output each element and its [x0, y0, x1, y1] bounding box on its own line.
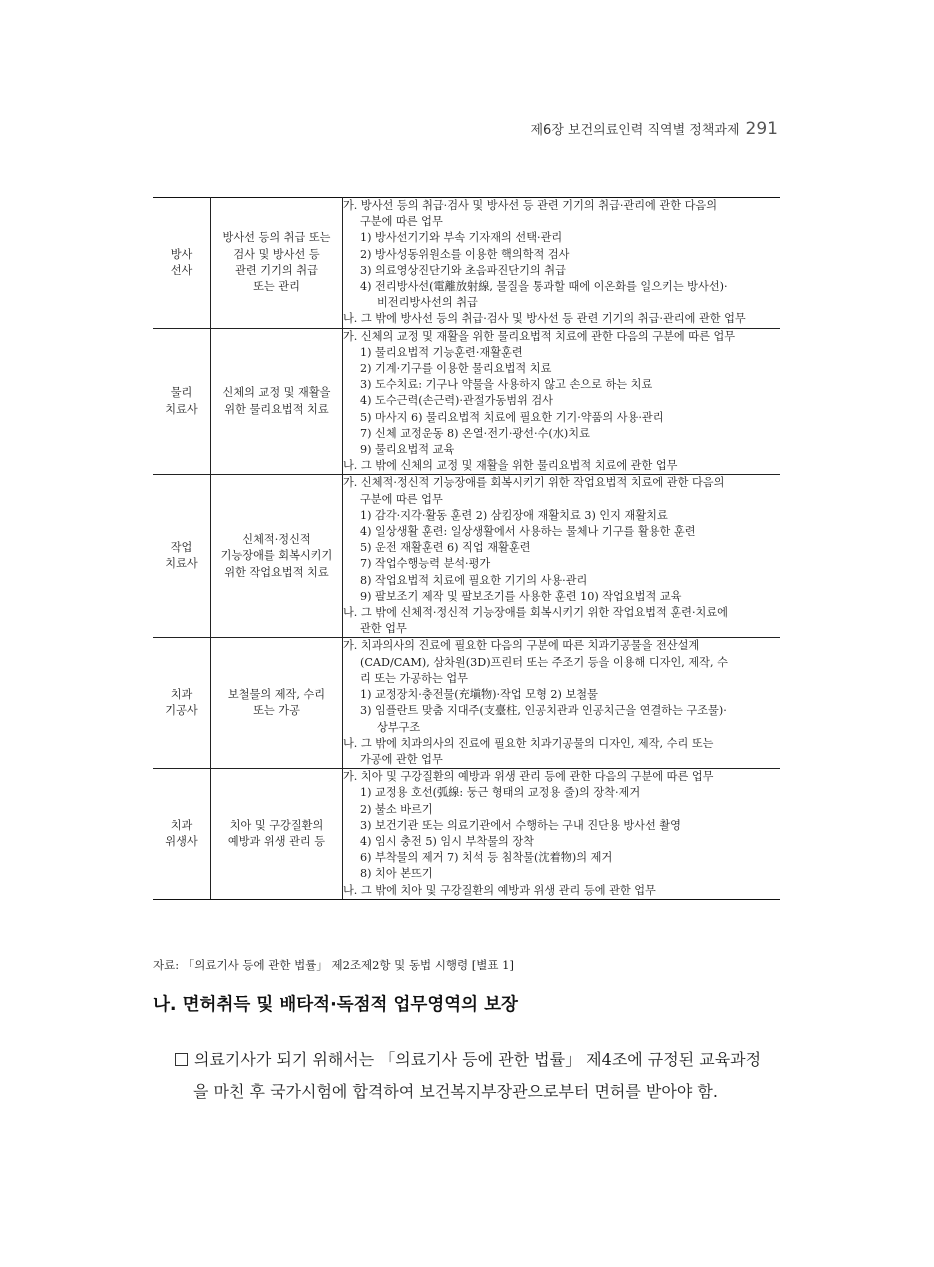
duty-line: 나. 그 밖에 신체적·정신적 기능장애를 회복시키기 위한 작업요법적 훈련·치료에: [343, 606, 728, 620]
duty-line: 4) 전리방사선(電離放射線, 물질을 통과할 때에 이온화를 일으키는 방사선)·: [360, 280, 728, 294]
duty-line: 리 또는 가공하는 업무: [360, 671, 468, 685]
duty-line: (CAD/CAM), 삼차원(3D)프린터 또는 주조기 등을 이용해 디자인, 제작, 수: [360, 655, 728, 669]
page-header: [531, 119, 779, 139]
duties-cell: [343, 769, 781, 900]
table-row: [153, 638, 780, 769]
duty-line: 가공에 관한 업무: [360, 752, 443, 766]
duty-line: 1) 감각·지각·활동 훈련 2) 삼킴장애 재활치료 3) 인지 재활치료: [360, 508, 668, 522]
page-number: 291: [745, 119, 778, 139]
scope-cell: [211, 638, 343, 769]
duty-line: 가. 방사선 등의 취급·검사 및 방사선 등 관련 기기의 취급·관리에 관한 다음의: [343, 199, 718, 212]
scope-text: 위한 물리요법적 치료: [224, 402, 329, 416]
duty-line: 구분에 따른 업무: [360, 492, 443, 506]
scope-text: 신체적·정신적: [242, 533, 311, 547]
duty-table: [153, 197, 780, 900]
paragraph-text-1: 의료기사가 되기 위해서는 「의료기사 등에 관한 법률」 제4조에 규정된 교육과정: [194, 1050, 762, 1069]
profession-name: 선사: [170, 263, 193, 277]
duty-line: 나. 그 밖에 신체의 교정 및 재활을 위한 물리요법적 치료에 관한 업무: [343, 459, 678, 473]
table-row: [153, 328, 780, 475]
table-row: [153, 475, 780, 638]
duty-line: 2) 불소 바르기: [360, 802, 433, 816]
scope-text: 예방과 위생 관리 등: [227, 834, 326, 848]
scope-text: 또는 관리: [253, 280, 300, 294]
duty-line: 관한 업무: [360, 622, 407, 636]
duty-line: 9) 물리요법적 교육: [360, 443, 455, 457]
table-row: [153, 769, 780, 900]
scope-text: 신체의 교정 및 재활을: [222, 386, 331, 400]
paragraph-line-1: [175, 1044, 795, 1076]
table-row: [153, 198, 780, 329]
duty-line: 4) 도수근력(손근력)·관절가동범위 검사: [360, 394, 553, 408]
profession-name: 방사: [170, 247, 193, 261]
profession-cell: [153, 198, 211, 329]
duty-line: 7) 신체 교정운동 8) 온열·전기·광선·수(水)치료: [360, 426, 590, 440]
chapter-title: 제6장 보건의료인력 직역별 정책과제: [530, 123, 740, 138]
profession-cell: [153, 328, 211, 475]
scope-cell: [211, 475, 343, 638]
duty-line: 1) 물리요법적 기능훈련·재활훈련: [360, 345, 523, 359]
scope-text: 방사선 등의 취급 또는: [222, 231, 331, 245]
duty-line: 가. 치과의사의 진료에 필요한 다음의 구분에 따른 치과기공물을 전산설계: [343, 639, 700, 653]
duty-line: 8) 작업요법적 치료에 필요한 기기의 사용·관리: [360, 573, 588, 587]
duty-line: 1) 교정용 호선(弧線: 둥근 형태의 교정용 줄)의 장착·제거: [360, 786, 641, 800]
scope-text: 위한 작업요법적 치료: [224, 565, 329, 579]
duty-line: 7) 작업수행능력 분석·평가: [360, 557, 491, 571]
profession-name: 치료사: [165, 402, 198, 416]
profession-cell: [153, 638, 211, 769]
scope-text: 보철물의 제작, 수리: [227, 688, 326, 702]
body-paragraph: [175, 1044, 795, 1108]
duty-line: 5) 운전 재활훈련 6) 직업 재활훈련: [360, 541, 531, 555]
duty-line: 9) 팔보조기 제작 및 팔보조기를 사용한 훈련 10) 작업요법적 교육: [360, 589, 682, 603]
scope-text: 또는 가공: [253, 704, 300, 718]
duty-line: 2) 방사성동위원소를 이용한 핵의학적 검사: [360, 247, 570, 261]
square-bullet-icon: [175, 1053, 188, 1066]
duty-line: 2) 기계·기구를 이용한 물리요법적 치료: [360, 362, 552, 376]
profession-name: 작업: [170, 541, 193, 555]
duty-line: 3) 의료영상진단기와 초음파진단기의 취급: [360, 263, 566, 277]
duty-line: 5) 마사지 6) 물리요법적 치료에 필요한 기기·약품의 사용·관리: [360, 410, 664, 424]
section-heading: 나. 면허취득 및 배타적·독점적 업무영역의 보장: [153, 995, 518, 1015]
duty-line: 가. 치아 및 구강질환의 예방과 위생 관리 등에 관한 다음의 구분에 따른 업무: [343, 770, 714, 784]
duty-line: 4) 임시 충전 5) 임시 부착물의 장착: [360, 834, 534, 848]
profession-cell: [153, 769, 211, 900]
duties-cell: [343, 198, 781, 329]
profession-cell: [153, 475, 211, 638]
duty-line: 4) 일상생활 훈련: 일상생활에서 사용하는 물체나 기구를 활용한 훈련: [360, 525, 696, 539]
duty-line: 3) 보건기관 또는 의료기관에서 수행하는 구내 진단용 방사선 촬영: [360, 818, 681, 832]
duty-line: 나. 그 밖에 방사선 등의 취급·검사 및 방사선 등 관련 기기의 취급·관리에 관한 업무: [343, 312, 746, 326]
duty-line: 가. 신체적·정신적 기능장애를 회복시키기 위한 작업요법적 치료에 관한 다음의: [343, 476, 725, 490]
duty-line: 구분에 따른 업무: [360, 215, 443, 229]
scope-text: 치아 및 구강질환의: [229, 818, 324, 832]
duty-line: 8) 치아 본뜨기: [360, 867, 433, 881]
duty-line: 나. 그 밖에 치아 및 구강질환의 예방과 위생 관리 등에 관한 업무: [343, 883, 656, 897]
duty-line: 1) 교정장치·충전물(充塡物)·작업 모형 2) 보철물: [360, 688, 598, 702]
scope-text: 관련 기기의 취급: [235, 263, 318, 277]
scope-cell: [211, 198, 343, 329]
duty-line: 3) 도수치료: 기구나 약물을 사용하지 않고 손으로 하는 치료: [360, 378, 653, 392]
scope-cell: [211, 769, 343, 900]
profession-name: 기공사: [165, 704, 198, 718]
profession-name: 위생사: [165, 834, 198, 848]
duty-line: 6) 부착물의 제거 7) 치석 등 침착물(沈着物)의 제거: [360, 851, 613, 865]
profession-name: 치과: [170, 818, 193, 832]
source-note: 자료: 「의료기사 등에 관한 법률」 제2조제2항 및 동법 시행령 [별표 1]: [153, 958, 514, 972]
duty-line: 나. 그 밖에 치과의사의 진료에 필요한 치과기공물의 디자인, 제작, 수리 또는: [343, 736, 714, 750]
duty-line: 1) 방사선기기와 부속 기자재의 선택·관리: [360, 231, 563, 245]
duty-line: 상부구조: [377, 720, 421, 734]
duties-cell: [343, 475, 781, 638]
duties-cell: [343, 328, 781, 475]
profession-name: 치료사: [165, 557, 198, 571]
profession-name: 치과: [170, 688, 193, 702]
scope-cell: [211, 328, 343, 475]
duties-cell: [343, 638, 781, 769]
scope-text: 기능장애를 회복시키기: [220, 549, 333, 563]
profession-name: 물리: [170, 386, 193, 400]
scope-text: 검사 및 방사선 등: [233, 247, 320, 261]
paragraph-line-2: 을 마친 후 국가시험에 합격하여 보건복지부장관으로부터 면허를 받아야 함.: [193, 1082, 718, 1101]
duty-line: 3) 임플란트 맞춤 지대주(支臺柱, 인공치관과 인공치근을 연결하는 구조물)·: [360, 704, 727, 718]
duty-line: 가. 신체의 교정 및 재활을 위한 물리요법적 치료에 관한 다음의 구분에 따른 업무: [343, 329, 736, 343]
duty-line: 비전리방사선의 취급: [377, 296, 478, 310]
